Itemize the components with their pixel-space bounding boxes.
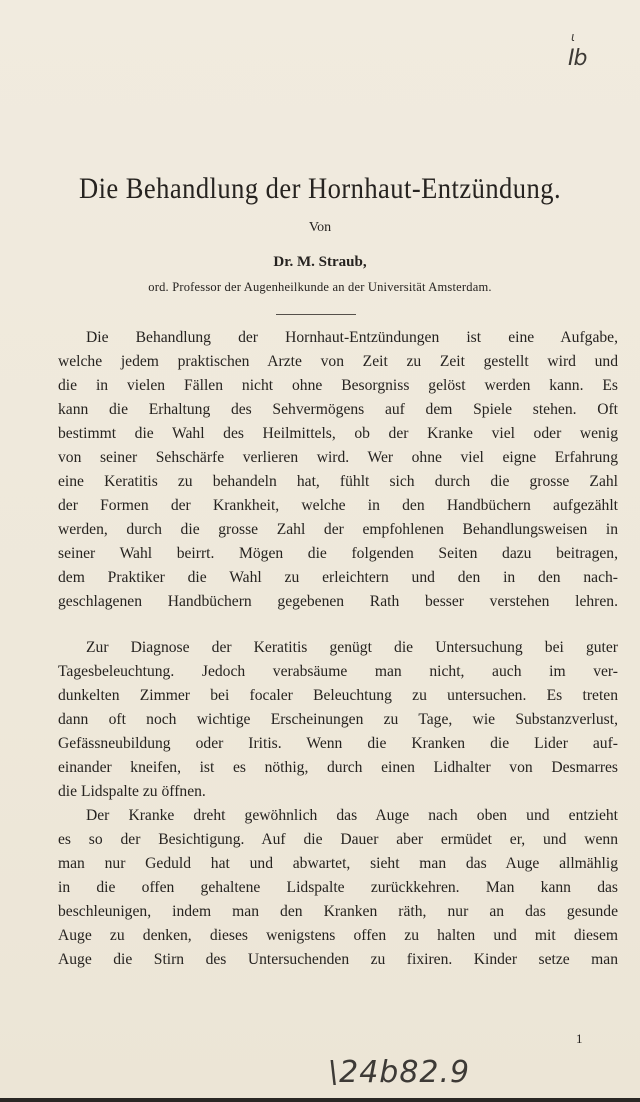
handwritten-shelf-note: Ib [568,46,587,71]
handwritten-tick-mark: ι [571,30,576,44]
title-divider [276,314,356,315]
text-line: Tagesbeleuchtung. Jedoch verabsäume man nicht, auch im ver- [58,663,618,680]
author-affiliation: ord. Professor der Augenheilkunde an der Universität Amsterdam. [148,280,492,294]
text-line: werden, durch die grosse Zahl der empfohlenen Behandlungsweisen in [58,521,618,538]
text-line: die Lidspalte zu öffnen. [58,783,206,800]
text-line: Der Kranke dreht gewöhnlich das Auge nach oben und entzieht [86,807,618,824]
text-line: dem Praktiker die Wahl zu erleichtern und den in den nach- [58,569,618,586]
text-line: geschlagenen Handbüchern gegebenen Rath besser verstehen lehren. [58,593,618,610]
text-line: Gefässneubildung oder Iritis. Wenn die Kranken die Lider auf- [58,735,618,752]
text-line: beschleunigen, indem man den Kranken räth, nur an das gesunde [58,903,618,920]
text-line: man nur Geduld hat und abwartet, sieht man das Auge allmählig [58,855,618,872]
text-line: welche jedem praktischen Arzte von Zeit zu Zeit gestellt wird und [58,353,618,370]
text-line: einander kneifen, ist es nöthig, durch einen Lidhalter von Desmarres [58,759,618,776]
text-line: der Formen der Krankheit, welche in den Handbüchern aufgezählt [58,497,618,514]
handwritten-catalog-number: \24b82.9 [328,1055,471,1090]
text-line: von seiner Sehschärfe verlieren wird. Wer ohne viel eigne Erfahrung [58,449,618,466]
text-line: Auge die Stirn des Untersuchenden zu fixiren. Kinder setze man [58,951,618,968]
text-line: in die offen gehaltene Lidspalte zurückkehren. Man kann das [58,879,618,896]
byline-von: Von [308,220,332,235]
text-line: bestimmt die Wahl des Heilmittels, ob der Kranke viel oder wenig [58,425,618,442]
text-line: Auge zu denken, dieses wenigstens offen zu halten und mit diesem [58,927,618,944]
text-line: dunkelten Zimmer bei focaler Beleuchtung zu untersuchen. Es treten [58,687,618,704]
text-line: eine Keratitis zu behandeln hat, fühlt sich durch die grosse Zahl [58,473,618,490]
text-line: kann die Erhaltung des Sehvermögens auf dem Spiele stehen. Oft [58,401,618,418]
page-bottom-edge [0,1098,640,1102]
text-line: Die Behandlung der Hornhaut-Entzündungen ist eine Aufgabe, [86,329,618,346]
text-line: Zur Diagnose der Keratitis genügt die Untersuchung bei guter [86,639,618,656]
text-line: die in vielen Fällen nicht ohne Besorgniss gelöst werden kann. Es [58,377,618,394]
article-title: Die Behandlung der Hornhaut-Entzündung. [78,173,562,205]
text-line: es so der Besichtigung. Auf die Dauer aber ermüdet er, und wenn [58,831,618,848]
page-number: 1 [576,1031,583,1046]
text-line: dann oft noch wichtige Erscheinungen zu Tage, wie Substanzverlust, [58,711,618,728]
text-line: seiner Wahl beirrt. Mögen die folgenden Seiten dazu beitragen, [58,545,618,562]
author-name: Dr. M. Straub, [273,254,367,270]
